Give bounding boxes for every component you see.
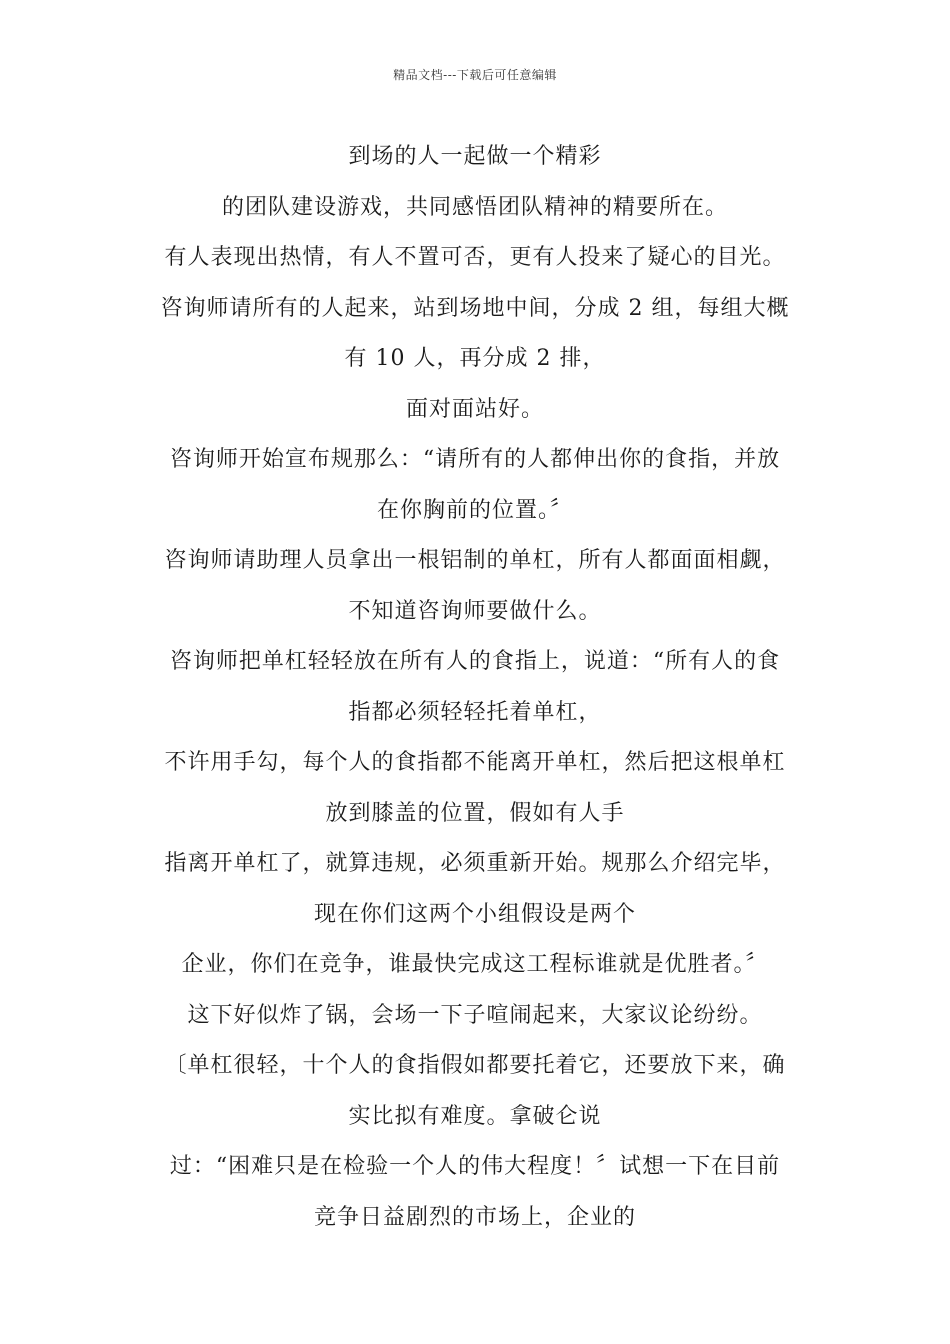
text-line: 面对面站好。 <box>405 396 544 422</box>
text-line: 有 10 人，再分成 2 排， <box>344 346 606 371</box>
text-line: 〔单杠很轻，十个人的食指假如都要托着它，还要放下来，确 <box>164 1053 786 1078</box>
text-line: 有人表现出热情，有人不置可否，更有人投来了疑心的目光。 <box>164 245 786 270</box>
text-line: 咨询师请所有的人起来，站到场地中间，分成 2 组，每组大概 <box>160 295 790 321</box>
text-line: 过：“困难只是在检验一个人的伟大程度！〞试想一下在目前 <box>169 1154 781 1179</box>
text-line: 放到膝盖的位置，假如有人手 <box>325 800 625 826</box>
document-body <box>140 132 810 1243</box>
text-line: 企业，你们在竞争，谁最快完成这工程标谁就是优胜者。〞 <box>181 952 769 977</box>
text-line: 这下好似炸了锅，会场一下子喧闹起来，大家议论纷纷。 <box>187 1002 763 1028</box>
text-line: 咨询师开始宣布规那么：“请所有的人都伸出你的食指，并放 <box>169 447 781 472</box>
text-line: 竞争日益剧烈的市场上，企业的 <box>313 1204 636 1230</box>
text-line: 咨询师把单杠轻轻放在所有人的食指上，说道：“所有人的食 <box>169 649 781 674</box>
text-line: 不许用手勾，每个人的食指都不能离开单杠，然后把这根单杠 <box>164 750 786 775</box>
text-line: 的团队建设游戏，共同感悟团队精神的精要所在。 <box>221 194 728 220</box>
text-line: 到场的人一起做一个精彩 <box>348 144 602 169</box>
text-line: 指离开单杠了，就算违规，必须重新开始。规那么介绍完毕， <box>164 851 786 876</box>
text-line: 现在你们这两个小组假设是两个 <box>313 901 636 927</box>
text-line: 不知道咨询师要做什么。 <box>348 598 602 624</box>
text-line: 在你胸前的位置。〞 <box>376 497 573 523</box>
text-line: 指都必须轻轻托着单杠， <box>348 699 602 725</box>
text-line: 咨询师请助理人员拿出一根铝制的单杠，所有人都面面相觑， <box>164 548 786 573</box>
page-header: 精品文档---下载后可任意编辑 <box>393 68 557 82</box>
text-line: 实比拟有难度。拿破仑说 <box>348 1103 602 1129</box>
